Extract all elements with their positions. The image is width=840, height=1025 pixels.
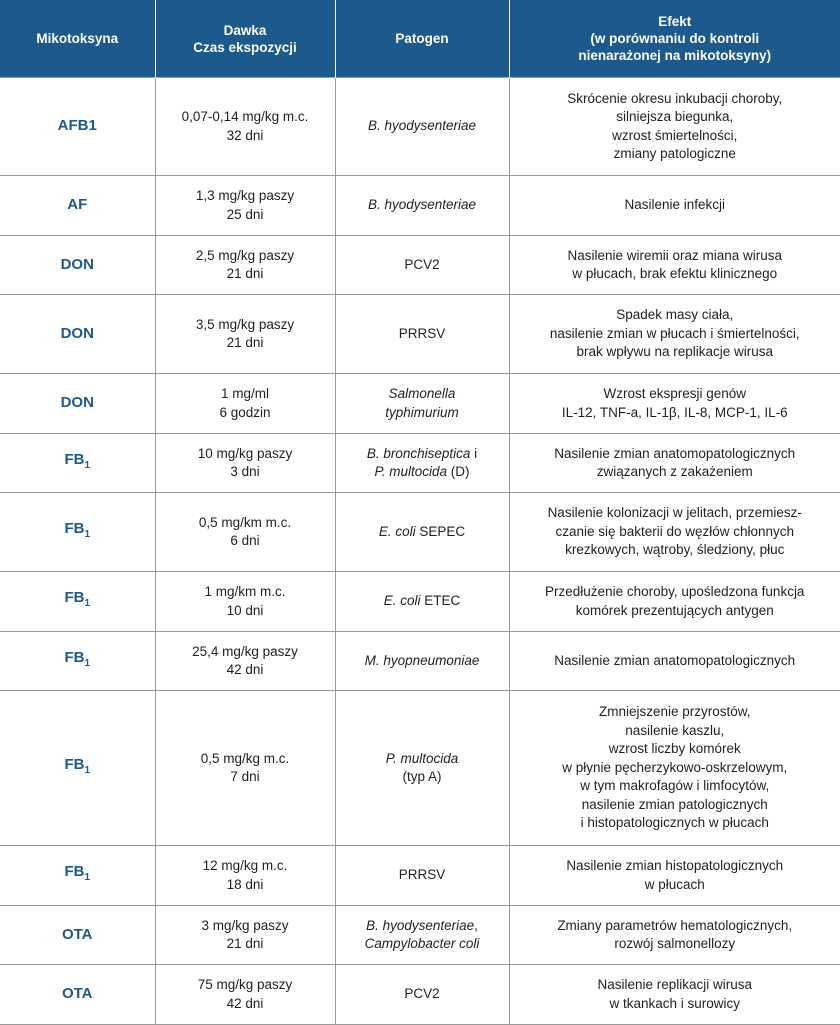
dose-value: 1 mg/km m.c. [204,584,286,599]
exposure-time: 6 godzin [219,404,271,420]
pathogen-cell [335,78,509,176]
pathogen-cell [335,295,509,374]
effect-cell [509,236,840,295]
mycotoxin-name: AF [67,196,88,214]
pathogen-text: B. hyodysenteriae [367,197,477,213]
dose-value: 0,5 mg/kg m.c. [200,750,290,766]
pathogen-text: PCV2 [404,256,440,272]
header-patogen: Patogen [335,0,509,78]
header-efekt-line: nienarażonej na mikotoksyny) [578,48,772,63]
effect-line: wzrost śmiertelności, [612,127,738,143]
exposure-time: 3 dni [230,464,260,479]
effect-line: nasilenie kaszlu, [625,722,725,738]
exposure-time: 7 dni [230,769,260,784]
pathogen-text: typhimurium [385,404,459,420]
pathogen-line [342,985,503,1004]
mycotoxin-cell [0,493,155,572]
table-row [0,632,840,691]
effect-line: nasilenie zmian patologicznych [581,796,768,812]
pathogen-cell [335,493,509,572]
pathogen-cell [335,236,509,295]
effect-cell [509,493,840,572]
table-row [0,691,840,846]
pathogen-text: P. multocida [374,464,448,479]
dose-cell [155,295,335,374]
dose-value: 1,3 mg/kg paszy [195,188,295,203]
effect-line: i histopatologicznych w płucach [580,815,769,831]
pathogen-cell [335,965,509,1025]
pathogen-text: (typ A) [402,769,442,784]
pathogen-text: ETEC [420,593,461,609]
effect-line: Nasilenie wiremii oraz miana wirusa [567,247,783,263]
pathogen-cell [335,632,509,691]
effect-line: Wzrost ekspresji genów [603,386,747,401]
table-row [0,434,840,493]
dose-value: 1 mg/ml [220,386,269,401]
mycotoxin-subscript: 1 [84,872,91,884]
pathogen-text: B. hyodysenteriae [366,917,475,933]
dose-cell [155,176,335,236]
exposure-time: 10 dni [226,602,264,618]
exposure-time: 25 dni [226,206,264,222]
mycotoxin-name: DON [60,324,94,342]
effect-line: rozwój salmonellozy [614,936,736,951]
effect-line: komórek prezentujących antygen [575,602,774,618]
pathogen-line [342,750,503,769]
header-dawka [155,0,335,78]
mycotoxin-cell [0,434,155,493]
header-row [0,0,840,78]
exposure-time: 6 dni [230,533,260,548]
dose-value: 0,5 mg/km m.c. [198,514,292,530]
pathogen-text: PCV2 [404,986,440,1002]
dose-value: 25,4 mg/kg paszy [192,643,298,659]
effect-line: Nasilenie zmian histopatologicznych [566,858,784,873]
pathogen-line [342,196,503,215]
mycotoxin-subscript: 1 [84,528,91,540]
mycotoxin-subscript: 1 [84,657,91,669]
mycotoxin-name: FB [64,863,85,881]
mycotoxin-name: OTA [61,985,93,1003]
pathogen-text: PRRSV [398,867,446,883]
pathogen-line [342,325,503,344]
header-czas-line: Czas ekspozycji [193,39,297,55]
mycotoxin-cell [0,78,155,176]
dose-value: 12 mg/kg m.c. [202,858,288,873]
dose-cell [155,374,335,434]
effect-line: nasilenie zmian w płucach i śmiertelności, [549,325,800,341]
effect-line: w płucach [644,876,705,892]
table-row [0,493,840,572]
dose-value: 2,5 mg/kg paszy [195,247,295,263]
pathogen-line [342,117,503,136]
mycotoxin-subscript: 1 [84,459,91,471]
dose-cell [155,493,335,572]
dose-value: 3,5 mg/kg paszy [195,316,295,332]
dose-value: 3 mg/kg paszy [201,917,289,933]
pathogen-cell [335,572,509,632]
effect-line: Przedłużenie choroby, upośledzona funkcja [545,584,805,599]
exposure-time: 21 dni [226,936,264,951]
pathogen-text: E. coli [383,593,421,609]
effect-line: Nasilenie replikacji wirusa [597,977,753,992]
table-body [0,78,840,1025]
table-row [0,572,840,632]
mycotoxin-name: AFB1 [57,117,97,135]
dose-cell [155,434,335,493]
pathogen-cell [335,906,509,965]
pathogen-cell [335,846,509,906]
effect-line: silniejsza biegunka, [616,109,734,124]
exposure-time: 21 dni [226,335,264,350]
mycotoxin-cell [0,691,155,846]
effect-line: w tkankach i surowicy [609,995,741,1011]
effect-line: Nasilenie zmian anatomopatologicznych [554,652,796,668]
effect-cell [509,965,840,1025]
effect-line: Nasilenie infekcji [624,197,726,213]
pathogen-text: P. multocida [385,750,459,766]
effect-cell [509,434,840,493]
pathogen-text: SEPEC [415,523,466,539]
pathogen-line [342,404,503,423]
exposure-time: 21 dni [226,266,264,281]
pathogen-text: Campylobacter coli [364,936,480,951]
mycotoxin-cell [0,236,155,295]
dose-cell [155,236,335,295]
effect-line: krezkowych, wątroby, śledziony, płuc [565,542,785,558]
pathogen-line [342,652,503,671]
table-row [0,965,840,1025]
pathogen-line [342,385,503,404]
pathogen-text: i [470,445,478,461]
pathogen-text: PRRSV [398,325,446,341]
dose-cell [155,965,335,1025]
table-row [0,295,840,374]
effect-line: związanych z zakażeniem [596,464,753,479]
pathogen-cell [335,374,509,434]
mycotoxin-cell [0,295,155,374]
pathogen-text: (D) [447,464,470,479]
effect-cell [509,374,840,434]
mycotoxin-cell [0,374,155,434]
effect-cell [509,176,840,236]
dose-value: 10 mg/kg paszy [197,445,293,461]
mycotoxin-name: FB [64,589,85,607]
effect-cell [509,846,840,906]
pathogen-line [342,935,503,954]
pathogen-cell [335,434,509,493]
table-row [0,176,840,236]
exposure-time: 42 dni [226,995,264,1011]
effect-line: Skrócenie okresu inkubacji choroby, [567,90,783,106]
dose-cell [155,632,335,691]
mycotoxin-subscript: 1 [84,598,91,610]
header-efekt [509,0,840,78]
mycotoxin-cell [0,572,155,632]
pathogen-text: , [474,917,478,933]
pathogen-line [342,592,503,611]
dose-cell [155,572,335,632]
pathogen-line [342,256,503,275]
effect-cell [509,295,840,374]
effect-cell [509,78,840,176]
pathogen-text: M. hyopneumoniae [364,652,480,668]
effect-line: zmiany patologiczne [613,146,736,161]
mycotoxin-name: FB [64,519,85,537]
effect-cell [509,906,840,965]
mycotoxin-name: DON [60,255,94,273]
dose-value: 75 mg/kg paszy [197,977,293,992]
effect-cell [509,632,840,691]
table-row [0,906,840,965]
effect-line: brak wpływu na replikacje wirusa [576,344,774,360]
mycotoxin-name: FB [64,755,85,773]
pathogen-line [342,768,503,787]
effect-line: w płynie pęcherzykowo-oskrzelowym, [562,759,788,775]
dose-value: 0,07-0,14 mg/kg m.c. [181,109,309,124]
mycotoxin-cell [0,906,155,965]
pathogen-text: Salmonella [388,386,456,401]
dose-cell [155,78,335,176]
dose-cell [155,691,335,846]
effect-cell [509,572,840,632]
pathogen-text: B. hyodysenteriae [367,118,477,134]
mycotoxin-name: FB [64,450,85,468]
mycotoxin-cell [0,176,155,236]
pathogen-cell [335,176,509,236]
exposure-time: 42 dni [226,662,264,677]
header-mikotoksyna: Mikotoksyna [0,0,155,78]
mycotoxin-name: FB [64,648,85,666]
effect-line: w płucach, brak efektu klinicznego [572,266,778,281]
header-efekt-line: (w porównaniu do kontroli [590,31,760,46]
mycotoxin-cell [0,632,155,691]
effect-line: czanie się bakterii do węzłów chłonnych [555,523,795,539]
mycotoxin-subscript: 1 [84,764,91,776]
effect-line: w tym makrofagów i limfocytów, [580,778,770,794]
pathogen-text: B. bronchiseptica [366,445,471,461]
dose-cell [155,906,335,965]
pathogen-line [342,523,503,542]
effect-line: IL-12, TNF-a, IL-1β, IL-8, MCP-1, IL-6 [561,404,788,420]
pathogen-line [342,917,503,936]
effect-line: Zmniejszenie przyrostów, [598,704,751,720]
mycotoxin-cell [0,965,155,1025]
pathogen-cell [335,691,509,846]
effect-line: wzrost liczby komórek [608,741,741,757]
dose-cell [155,846,335,906]
mycotoxin-name: DON [60,394,94,412]
pathogen-line [342,463,503,482]
table-row [0,236,840,295]
table-row [0,846,840,906]
effect-line: Spadek masy ciała, [616,307,734,323]
pathogen-line [342,866,503,885]
header-efekt-line: Efekt [658,14,692,29]
mycotoxin-cell [0,846,155,906]
table-row [0,78,840,176]
exposure-time: 32 dni [226,127,264,143]
table-row [0,374,840,434]
mycotoxin-name: OTA [61,925,93,943]
pathogen-line [342,445,503,464]
pathogen-text: E. coli [378,523,416,539]
effect-line: Nasilenie zmian anatomopatologicznych [554,445,796,461]
effect-cell [509,691,840,846]
header-dawka-line: Dawka [223,22,267,38]
effect-line: Nasilenie kolonizacji w jelitach, przemiesz- [547,505,802,521]
effect-line: Zmiany parametrów hematologicznych, [557,917,793,933]
exposure-time: 18 dni [226,876,264,892]
